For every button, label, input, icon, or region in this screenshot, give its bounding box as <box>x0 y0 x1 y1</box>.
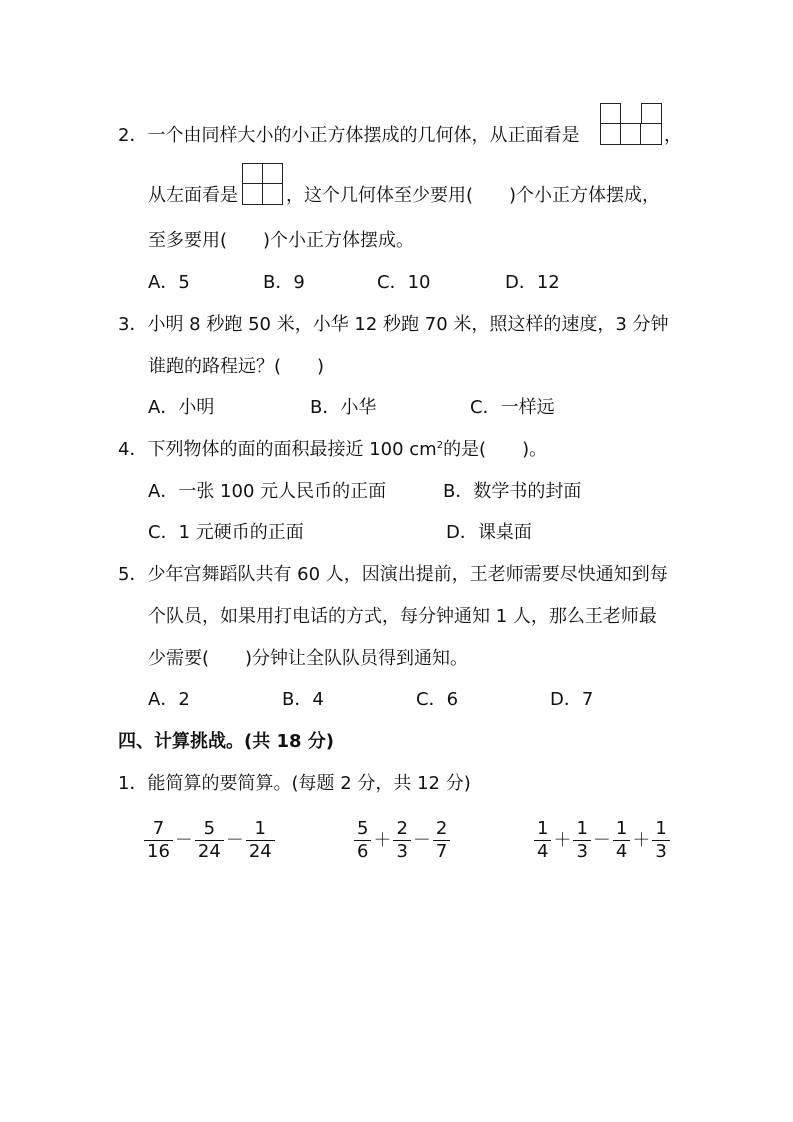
fraction <box>354 818 371 863</box>
q2-option-a: A．5 <box>148 272 190 293</box>
operator: ＋ <box>373 829 392 851</box>
fraction-numerator: 1 <box>576 818 588 839</box>
expression-1 <box>144 818 275 863</box>
fraction-denominator: 24 <box>195 840 224 863</box>
operator: － <box>592 829 611 851</box>
q2-option-d: D．12 <box>505 272 560 293</box>
q5-line2: 个队员，如果用打电话的方式，每分钟通知 1 人，那么王老师最 <box>148 606 657 627</box>
operator: ＋ <box>553 829 572 851</box>
q2-line1 <box>118 124 579 148</box>
fraction-numerator: 1 <box>615 818 628 839</box>
section4-sub: 1．能简算的要简算。(每题 2 分，共 12 分) <box>118 773 471 794</box>
fraction <box>613 818 630 863</box>
q4-option-d: D．课桌面 <box>446 522 532 543</box>
fraction-denominator: 3 <box>652 840 669 863</box>
operator: ＋ <box>632 829 651 851</box>
fraction <box>393 818 410 863</box>
operator: － <box>225 829 244 851</box>
fraction-denominator: 4 <box>534 840 551 863</box>
q5-option-c: C．6 <box>416 689 459 710</box>
q2-option-b: B．9 <box>263 272 305 293</box>
q4-prefix: 4．下列物体的面的面积最接近 100 cm <box>118 439 437 460</box>
fraction-numerator: 2 <box>435 818 448 839</box>
fraction-denominator: 3 <box>393 840 410 863</box>
q5-option-d: D．7 <box>550 689 594 710</box>
fraction-numerator: 5 <box>203 818 216 839</box>
fraction-numerator: 7 <box>152 818 165 839</box>
q2-line3: 至多要用( )个小正方体摆成。 <box>148 230 415 251</box>
section4-title: 四、计算挑战。(共 18 分) <box>118 731 335 752</box>
front-view-figure <box>600 103 662 145</box>
q3-line2: 谁跑的路程远？( ) <box>148 356 325 377</box>
fraction-numerator: 1 <box>655 818 667 839</box>
q2-line1-text: 2．一个由同样大小的小正方体摆成的几何体，从正面看是 <box>118 125 580 146</box>
q4-line1 <box>118 438 547 465</box>
expression-3 <box>534 818 670 863</box>
q4-option-c: C．1 元硬币的正面 <box>148 522 304 543</box>
expression-2 <box>354 818 450 863</box>
q2-line1-comma: ， <box>664 125 682 146</box>
fraction <box>144 818 173 863</box>
fraction <box>573 818 590 863</box>
q3-line1: 3．小明 8 秒跑 50 米，小华 12 秒跑 70 米，照这样的速度，3 分钟 <box>118 314 669 335</box>
fraction-numerator: 5 <box>357 818 369 839</box>
fraction-denominator: 24 <box>246 840 275 863</box>
fraction <box>534 818 551 863</box>
q4-option-a: A．一张 100 元人民币的正面 <box>148 481 387 502</box>
q3-option-a: A．小明 <box>148 397 215 418</box>
fraction-numerator: 2 <box>396 818 408 839</box>
operator: － <box>412 829 431 851</box>
fraction-denominator: 3 <box>573 840 590 863</box>
fraction-numerator: 1 <box>537 818 549 839</box>
fraction-numerator: 1 <box>254 818 266 839</box>
q5-option-b: B．4 <box>282 689 324 710</box>
q5-line1: 5．少年宫舞蹈队共有 60 人，因演出提前，王老师需要尽快通知到每 <box>118 564 668 585</box>
left-view-figure <box>242 163 283 205</box>
q5-option-a: A．2 <box>148 689 190 710</box>
q3-option-b: B．小华 <box>310 397 377 418</box>
fraction <box>652 818 669 863</box>
q5-line3: 少需要( )分钟让全队队员得到通知。 <box>148 648 469 669</box>
fraction-denominator: 6 <box>354 840 371 863</box>
q3-option-c: C．一样远 <box>470 397 555 418</box>
q4-option-b: B．数学书的封面 <box>443 481 582 502</box>
fraction-denominator: 7 <box>433 840 450 863</box>
fraction-denominator: 4 <box>613 840 630 863</box>
q2-option-c: C．10 <box>377 272 431 293</box>
fraction <box>433 818 450 863</box>
fraction <box>195 818 224 863</box>
q4-superscript: 2 <box>436 440 444 451</box>
q2-line2-suffix: ，这个几何体至少要用( )个小正方体摆成， <box>286 185 661 206</box>
fraction <box>246 818 275 863</box>
q2-line2-prefix: 从左面看是 <box>148 185 238 206</box>
fraction-denominator: 16 <box>144 840 173 863</box>
q4-suffix: 的是( )。 <box>443 439 548 460</box>
operator: － <box>174 829 193 851</box>
